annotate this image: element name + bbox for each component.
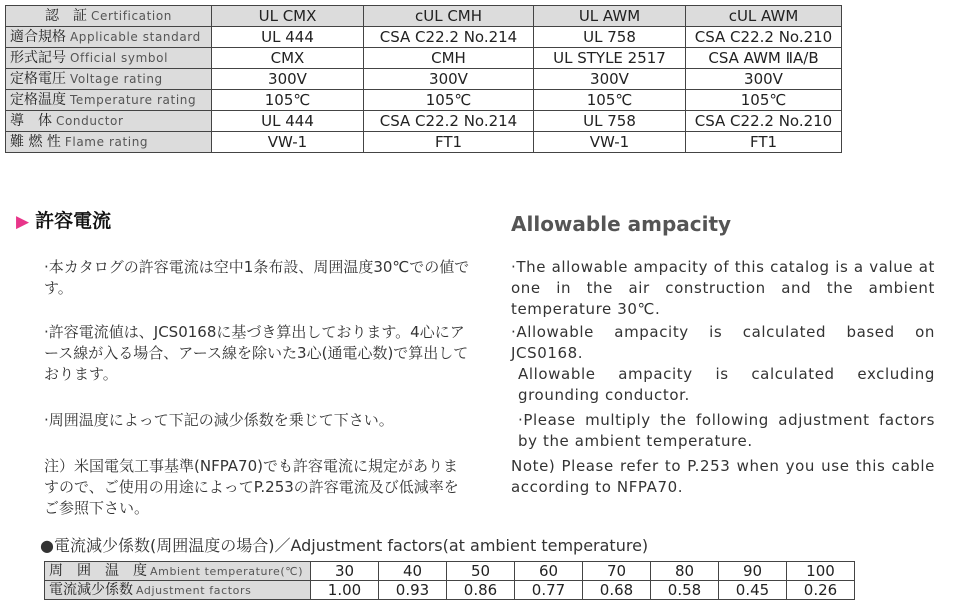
table-row (6, 132, 842, 153)
temperature-cell: 30 (311, 562, 379, 581)
table-cell: UL 758 (534, 111, 686, 132)
en-paragraph-3: ·Please multiply the following adjustment factors by the ambient temperature. (518, 411, 935, 450)
adjustment-table (44, 561, 855, 600)
cert-header-label-jp: 認 証 (44, 8, 87, 24)
table-cell: CSA C22.2 No.210 (686, 27, 842, 48)
factor-cell: 0.86 (447, 581, 515, 600)
table-cell: 300V (686, 69, 842, 90)
row-label-en: Temperature rating (70, 93, 197, 107)
factor-label-en: Adjustment factors (136, 584, 252, 597)
table-cell: VW-1 (212, 132, 364, 153)
table-cell: CSA C22.2 No.214 (364, 27, 534, 48)
jp-paragraph-1: ·本カタログの許容電流は空中1条布設、周囲温度30℃での値です。 (44, 258, 470, 297)
factor-cell: 0.45 (719, 581, 787, 600)
row-label-en: Flame rating (64, 135, 149, 149)
row-label (6, 48, 212, 69)
adjustment-factor-row (45, 581, 855, 600)
factor-label (45, 581, 311, 600)
jp-paragraph-3: ·周囲温度によって下記の減少係数を乗じて下さい。 (44, 411, 394, 429)
table-cell: FT1 (364, 132, 534, 153)
arrow-right-icon: ▶ (16, 212, 30, 232)
temperature-label (45, 562, 311, 581)
table-cell: 300V (364, 69, 534, 90)
en-paragraph-2b: Allowable ampacity is calculated excluding grounding conductor. (518, 365, 935, 404)
row-label-en: Official symbol (70, 51, 168, 65)
section-title-jp (16, 206, 111, 233)
en-note: Note) Please refer to P.253 when you use this cable according to NFPA70. (511, 457, 935, 496)
temperature-cell: 40 (379, 562, 447, 581)
table-row (6, 48, 842, 69)
table-row (6, 69, 842, 90)
row-label-jp: 導 体 (10, 113, 52, 129)
row-label (6, 69, 212, 90)
section-title-jp-text: 許容電流 (35, 210, 112, 232)
cert-col-cul-cmh: cUL CMH (364, 6, 534, 27)
row-label (6, 132, 212, 153)
cert-col-cul-awm: cUL AWM (686, 6, 842, 27)
factor-label-jp: 電流減少係数 (49, 582, 133, 598)
row-label (6, 90, 212, 111)
row-label (6, 111, 212, 132)
temperature-cell: 100 (787, 562, 855, 581)
factor-cell: 0.93 (379, 581, 447, 600)
table-cell: 300V (212, 69, 364, 90)
table-cell: 105℃ (212, 90, 364, 111)
table-cell: CSA C22.2 No.210 (686, 111, 842, 132)
jp-note: 注）米国電気工事基準(NFPA70)でも許容電流に規定がありますので、ご使用の用途によってP.253の許容電流及び低減率をご参照下さい。 (44, 457, 459, 517)
table-cell: CSA AWM ⅡA/B (686, 48, 842, 69)
table-cell: UL 444 (212, 27, 364, 48)
row-label-en: Applicable standard (70, 30, 201, 44)
factor-cell: 0.68 (583, 581, 651, 600)
row-label-en: Voltage rating (70, 72, 163, 86)
cert-header-label (6, 6, 212, 27)
cert-header-label-en: Certification (90, 9, 173, 23)
jp-paragraph-2: ·許容電流値は、JCS0168に基づき算出しております。4心にアース線が入る場合、アース線を除いた3心(通電心数)で算出しております。 (44, 323, 469, 383)
table-cell: 105℃ (534, 90, 686, 111)
row-label-jp: 適合規格 (10, 29, 66, 45)
row-label-jp: 定格温度 (10, 92, 66, 108)
table-cell: 105℃ (686, 90, 842, 111)
section-title-en: Allowable ampacity (511, 212, 732, 236)
row-label-jp: 難 燃 性 (10, 134, 61, 150)
table-cell: UL STYLE 2517 (534, 48, 686, 69)
temperature-cell: 70 (583, 562, 651, 581)
table-cell: VW-1 (534, 132, 686, 153)
table-cell: FT1 (686, 132, 842, 153)
row-label-jp: 形式記号 (10, 50, 66, 66)
temperature-cell: 50 (447, 562, 515, 581)
cert-header-row (6, 6, 842, 27)
factor-cell: 0.26 (787, 581, 855, 600)
temperature-label-en: Ambient temperature(℃) (150, 565, 304, 578)
row-label-en: Conductor (56, 114, 124, 128)
factor-cell: 1.00 (311, 581, 379, 600)
adjustment-title: ●電流減少係数(周囲温度の場合)／Adjustment factors(at ambient temperature) (40, 536, 649, 555)
table-cell: CMH (364, 48, 534, 69)
en-paragraph-1: ·The allowable ampacity of this catalog is a value at one in the air construction and the ambient temperature 30℃. (511, 258, 935, 318)
table-cell: 300V (534, 69, 686, 90)
adjustment-temperature-row (45, 562, 855, 581)
row-label (6, 27, 212, 48)
cert-col-ul-cmx: UL CMX (212, 6, 364, 27)
table-cell: CSA C22.2 No.214 (364, 111, 534, 132)
factor-cell: 0.58 (651, 581, 719, 600)
temperature-cell: 60 (515, 562, 583, 581)
row-label-jp: 定格電圧 (10, 71, 66, 87)
table-cell: UL 444 (212, 111, 364, 132)
table-cell: 105℃ (364, 90, 534, 111)
temperature-cell: 90 (719, 562, 787, 581)
table-cell: UL 758 (534, 27, 686, 48)
certification-table (5, 5, 842, 153)
factor-cell: 0.77 (515, 581, 583, 600)
en-paragraph-2a: ·Allowable ampacity is calculated based on JCS0168. (511, 323, 935, 362)
cert-col-ul-awm: UL AWM (534, 6, 686, 27)
table-row (6, 111, 842, 132)
table-cell: CMX (212, 48, 364, 69)
temperature-cell: 80 (651, 562, 719, 581)
table-row (6, 27, 842, 48)
temperature-label-jp: 周 囲 温 度 (49, 563, 147, 579)
table-row (6, 90, 842, 111)
